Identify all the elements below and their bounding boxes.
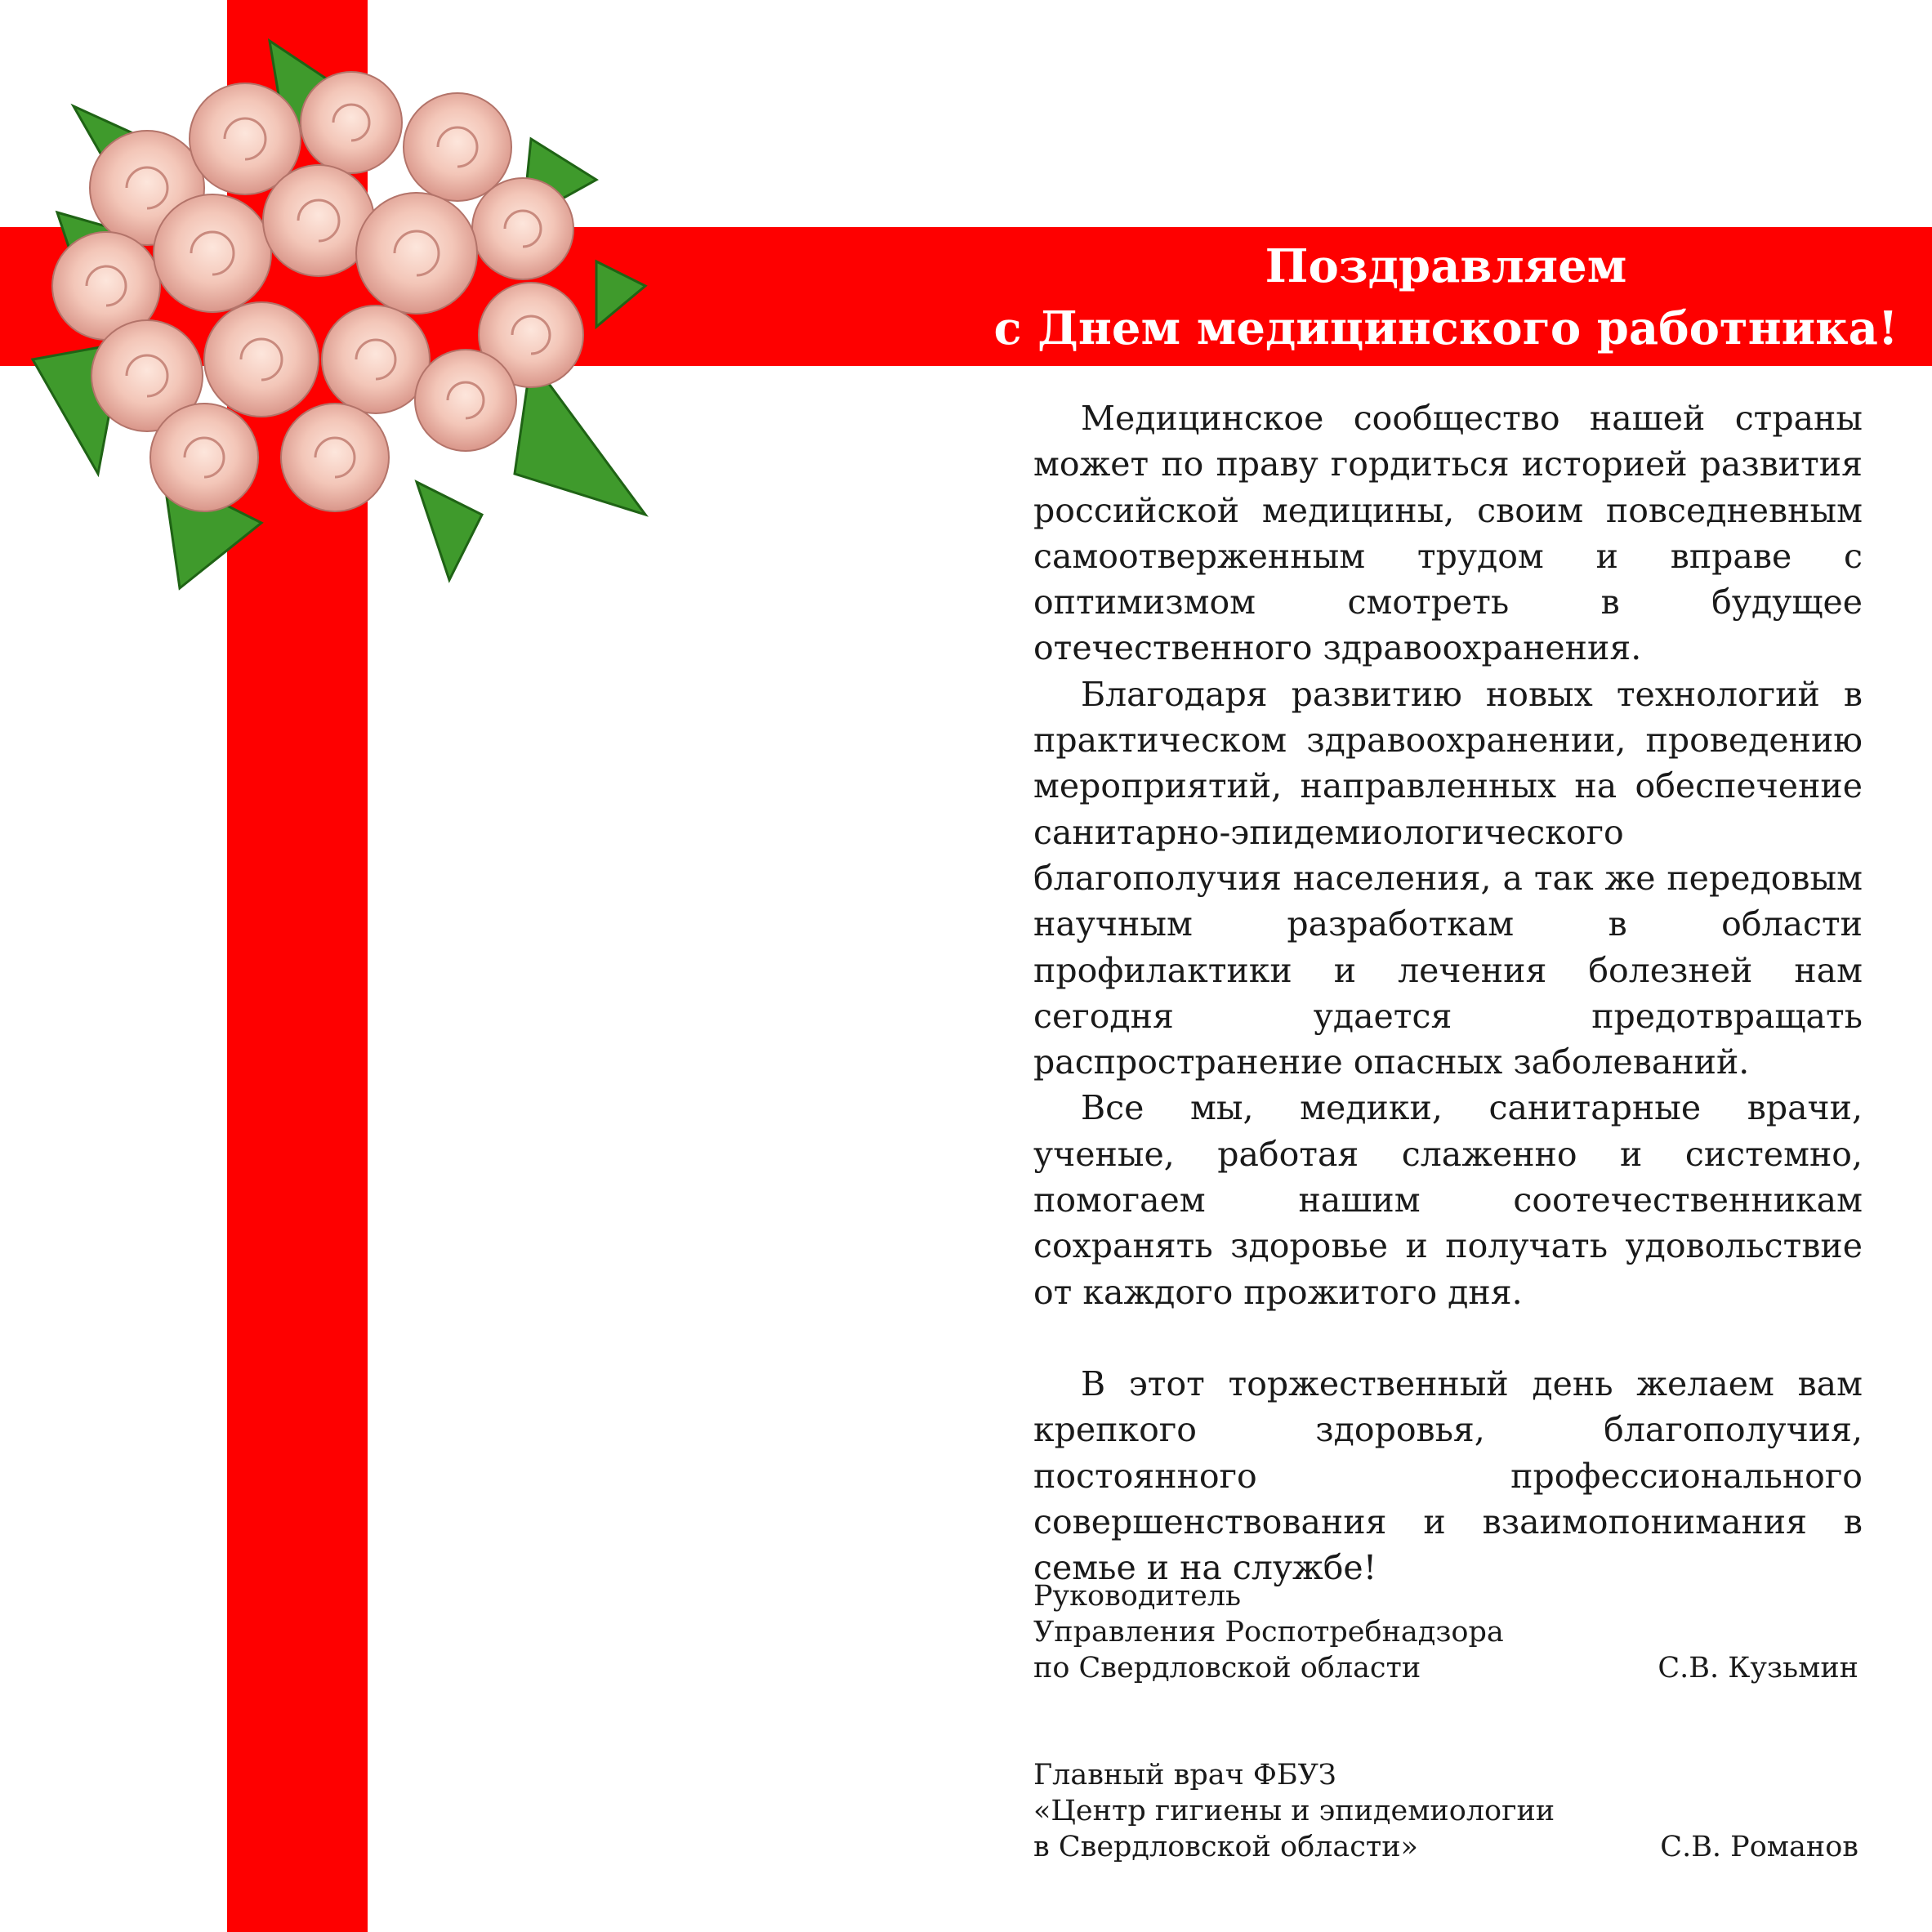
signature-title-line: Главный врач ФБУЗ (1033, 1759, 1336, 1791)
rose-bouquet-icon (25, 16, 662, 605)
title-line-2: с Днем медицинского работника! (993, 301, 1899, 355)
signature-title-line: по Свердловской области (1033, 1652, 1421, 1684)
paragraph: Все мы, медики, санитарные врачи, ученые, работая слаженно и системно, помогаем нашим соотечественникам сохранять здоровье и получать удовольствие от каждого прожитого дня. (1033, 1088, 1863, 1312)
signature-title-line: в Свердловской области» (1033, 1831, 1418, 1863)
wish-paragraph: В этот торжественный день желаем вам крепкого здоровья, благополучия, постоянного профессионального совершенствования и взаимопонимания в семье и на службе! (1033, 1363, 1863, 1588)
title-line-1: Поздравляем (1265, 239, 1627, 293)
signature-title-line: Руководитель (1033, 1580, 1242, 1613)
signature-block-1 (1033, 1578, 1858, 1686)
paragraph: Благодаря развитию новых технологий в практическом здравоохранении, проведению мероприятий, направленных на обеспечение санитарно-эпидемиологического благополучия населения, а так же передовым научным разработкам в области профилактики и лечения болезней нам сегодня удается предотвращать распространение опасных заболеваний. (1033, 674, 1863, 1082)
greeting-title (964, 235, 1928, 359)
signatory-name: С.В. Романов (1660, 1831, 1858, 1863)
paragraph: Медицинское сообщество нашей страны может по праву гордиться историей развития российской медицины, своим повседневным самоотверженным трудом и вправе с оптимизмом смотреть в будущее отечественного здравоохранения. (1033, 399, 1863, 668)
signature-title-line: Управления Роспотребнадзора (1033, 1616, 1504, 1649)
signature-title-line: «Центр гигиены и эпидемиологии (1033, 1795, 1555, 1827)
letter-body (1033, 395, 1863, 1591)
signatory-name: С.В. Кузьмин (1658, 1652, 1858, 1684)
signature-block-2 (1033, 1757, 1858, 1865)
roses (52, 72, 583, 511)
